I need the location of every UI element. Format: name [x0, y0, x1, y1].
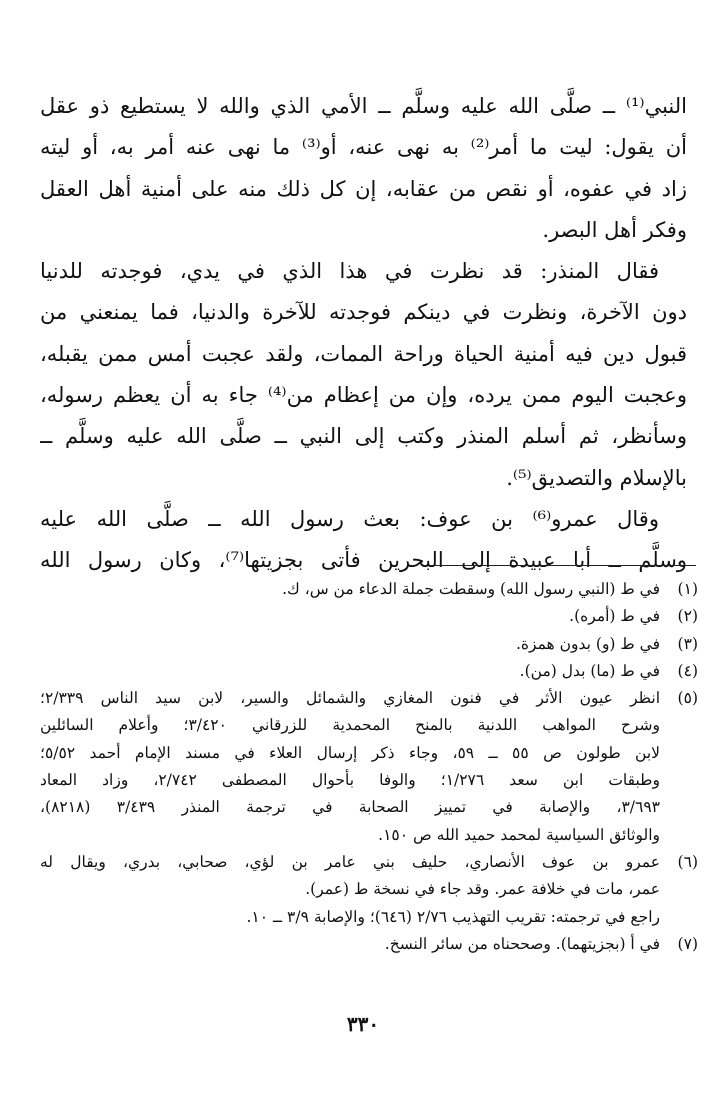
text-line: وسلَّم ــ أبا عبيدة إلى البحرين فأتى بجزيتها⁽⁷⁾، وكان رسول الله — [40, 548, 687, 573]
footnote — [40, 685, 698, 849]
footnote-line: في ط (ما) بدل (من). — [519, 661, 660, 680]
footnote — [40, 931, 698, 958]
text-line: النبي⁽¹⁾ ــ صلَّى الله عليه وسلَّم ــ الأمي الذي والله لا يستطيع ذو عقل — [40, 94, 687, 118]
footnotes — [40, 576, 698, 958]
footnote — [40, 658, 698, 685]
footnote-line: والوثائق السياسية لمحمد حميد الله ص ١٥٠. — [378, 825, 660, 844]
footnote — [40, 576, 698, 603]
footnote — [40, 631, 698, 658]
footnote-line: لابن طولون ص ٥٥ ــ ٥٩، وجاء ذكر إرسال العلاء في مسند الإمام أحمد ٥/٥٢؛ — [40, 743, 660, 762]
footnote-line: عمر، مات في خلافة عمر. وقد جاء في نسخة ط (عمر). — [305, 880, 660, 899]
text-line: وفكر أهل البصر. — [542, 217, 687, 242]
text-line: وسأنظر، ثم أسلم المنذر وكتب إلى النبي ــ صلَّى الله عليه وسلَّم ــ — [40, 424, 687, 449]
footnote-line: راجع في ترجمته: تقريب التهذيب ٢/٧٦ (٦٤٦)؛ والإصابة ٣/٩ ــ ١٠. — [246, 907, 660, 926]
text-line: زاد في عفوه، أو نقص من عقابه، إن كل ذلك منه على أمنية أهل العقل — [40, 176, 687, 201]
footnote-number: (٢) — [677, 607, 698, 626]
footnote-divider — [430, 565, 696, 566]
footnote — [40, 849, 698, 931]
page-number: ٣٣٠ — [346, 1012, 380, 1036]
footnote-number: (٦) — [677, 852, 698, 871]
footnote-number: (٧) — [677, 934, 698, 953]
footnote-line: عمرو بن عوف الأنصاري، حليف بني عامر بن لؤي، صحابي، بدري، ويقال له — [40, 852, 660, 871]
text-line: أن يقول: ليت ما أمر⁽²⁾ به نهى عنه، أو⁽³⁾ ما نهى عنه أمر به، أو ليته — [40, 135, 687, 160]
footnote-number: (٣) — [677, 634, 698, 653]
text-line: وعجبت اليوم ممن يرده، وإن من إعظام من⁽⁴⁾ جاء به أن يعظم رسوله، — [40, 383, 687, 408]
text-line: دون الآخرة، ونظرت في دينكم فوجدته للآخرة والدنيا، فما يمنعني من — [40, 300, 687, 325]
footnote-number: (٤) — [677, 661, 698, 680]
footnote-line: وطبقات ابن سعد ١/٢٧٦؛ والوفا بأحوال المصطفى ٢/٧٤٢، وزاد المعاد — [40, 771, 660, 790]
text-line: بالإسلام والتصديق⁽⁵⁾. — [506, 465, 687, 490]
footnote-line: انظر عيون الأثر في فنون المغازي والشمائل والسير، لابن سيد الناس ٢/٣٣٩؛ — [40, 689, 660, 708]
footnote-line: في ط (و) بدون همزة. — [515, 634, 660, 653]
footnote — [40, 603, 698, 630]
text-line: قبول دين فيه أمنية الحياة وراحة الممات، ولقد عجبت أمس ممن يقبله، — [40, 341, 687, 366]
footnote-line: في ط (أمره). — [569, 607, 660, 626]
text-line: وقال عمرو⁽⁶⁾ بن عوف: بعث رسول الله ــ صلَّى الله عليه — [40, 506, 659, 531]
footnote-line: في ط (النبي رسول الله) وسقطت جملة الدعاء من س، ك. — [282, 580, 660, 598]
text-line: فقال المنذر: قد نظرت في هذا الذي في يدي، فوجدته للدنيا — [40, 259, 659, 284]
footnote-number: (٥) — [677, 689, 698, 708]
main-text — [40, 86, 687, 582]
footnote-number: (١) — [677, 580, 698, 598]
footnote-line: وشرح المواهب اللدنية بالمنح المحمدية للزرقاني ٣/٤٢٠؛ وأعلام السائلين — [40, 716, 660, 735]
footnote-line: في أ (بجزيتهما). وصححناه من سائر النسخ. — [384, 934, 660, 953]
footnote-line: ٣/٦٩٣، والإصابة في تمييز الصحابة في ترجمة المنذر ٣/٤٣٩ (٨٢١٨)، — [40, 798, 660, 817]
